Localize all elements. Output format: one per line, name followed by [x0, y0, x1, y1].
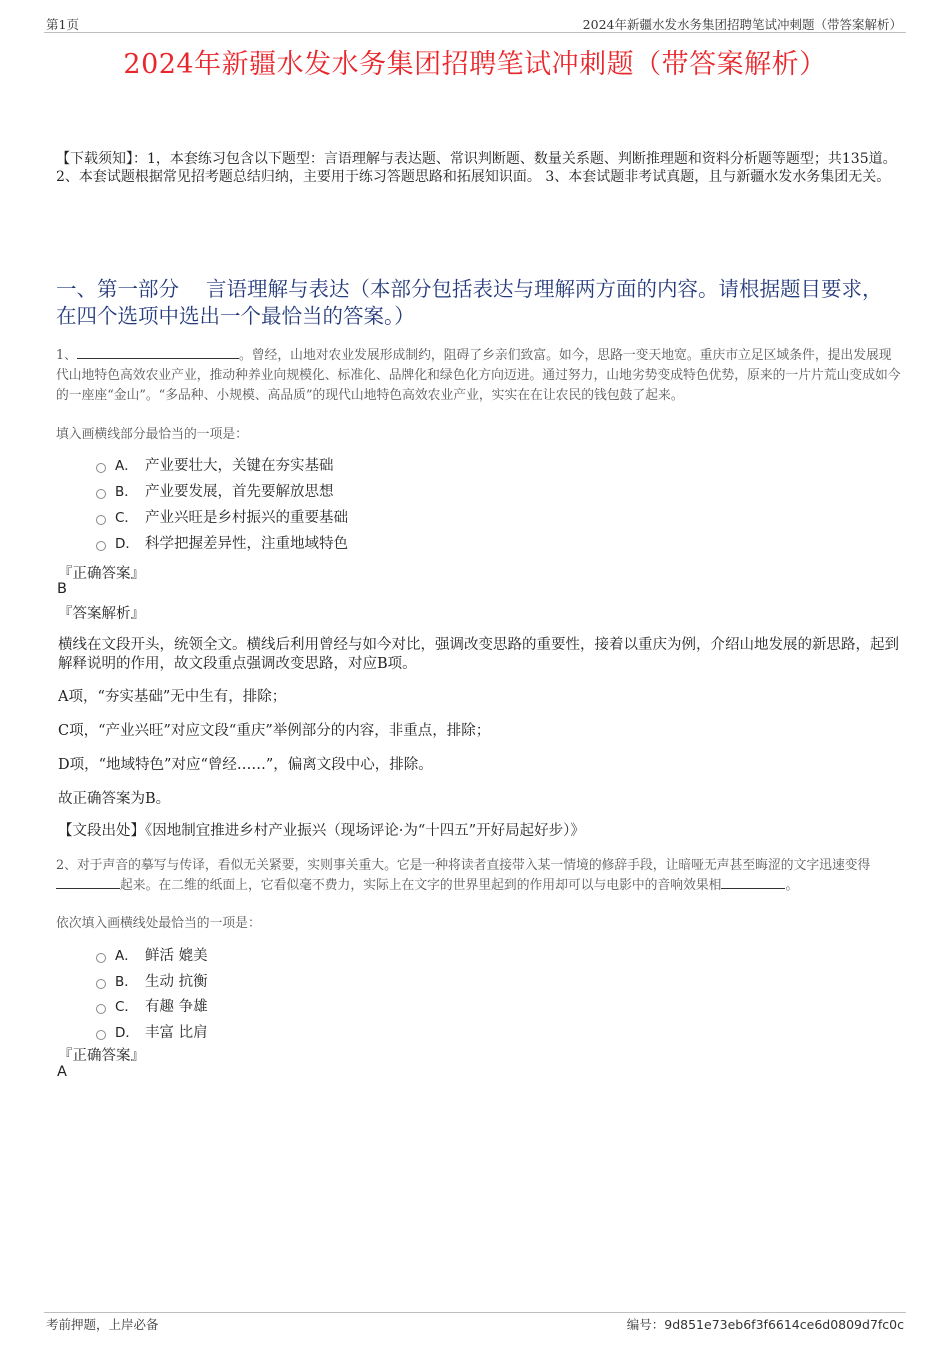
option-text: 产业兴旺是乡村振兴的重要基础 [145, 510, 348, 526]
section-heading: 一、第一部分 言语理解与表达（本部分包括表达与理解两方面的内容。请根据题目要求，在四个选项中选出一个最恰当的答案。） [56, 277, 883, 328]
radio-icon[interactable] [96, 1004, 106, 1014]
option-text: 产业要壮大，关键在夯实基础 [145, 458, 334, 474]
q1-analysis-paragraph: A项，“夯实基础”无中生有，排除； [58, 689, 287, 705]
footer-slogan: 考前押题，上岸必备 [46, 1317, 159, 1332]
q1-analysis-paragraph: C项，“产业兴旺”对应文段“重庆”举例部分的内容，非重点，排除； [58, 723, 491, 739]
download-notice: 【下载须知】：1，本套练习包含以下题型：言语理解与表达题、常识判断题、数量关系题、判断推理题和资料分析题等题型；共135道。 2、本套试题根据常见招考题总结归纳，主要用于练习答题思路和拓展知识面。 3、本套试题非考试真题，且与新疆水发水务集团无关。 [56, 151, 897, 185]
q1-answer: B [57, 581, 67, 597]
fill-blank [721, 876, 785, 889]
q2-option-c[interactable]: C． 有趣 争雄 [96, 997, 208, 1017]
radio-icon[interactable] [96, 979, 106, 989]
footer-code: 编号：9d851e73eb6f3f6614ce6d0809d7fc0c [626, 1317, 904, 1332]
question-2-text: 2、对于声音的摹写与传译，看似无关紧要，实则事关重大。它是一种将读者直接带入某一情境的修辞手段，让暗哑无声甚至晦涩的文字迅速变得起来。在二维的纸面上，它看似毫不费力，实际上在文字的世界里起到的作用却可以与电影中的音响效果相 。 [56, 858, 871, 893]
q2-option-d[interactable]: D． 丰富 比肩 [96, 1023, 208, 1043]
q1-analysis-paragraph: D项，“地域特色”对应“曾经……”，偏离文段中心，排除。 [58, 757, 433, 773]
radio-icon[interactable] [96, 515, 106, 525]
q1-analysis-conclusion: 故正确答案为B。 [58, 791, 171, 807]
document-title: 2024年新疆水发水务集团招聘笔试冲刺题（带答案解析） [123, 49, 827, 80]
question-1-prompt: 填入画横线部分最恰当的一项是： [56, 427, 248, 442]
q1-analysis-label: 『答案解析』 [58, 606, 145, 622]
header-doc-title: 2024年新疆水发水务集团招聘笔试冲刺题（带答案解析） [582, 17, 902, 32]
option-text: 丰富 比肩 [145, 1025, 208, 1041]
option-text: 鲜活 媲美 [145, 948, 208, 964]
question-1-body: 。曾经，山地对农业发展形成制约，阻碍了乡亲们致富。如今，思路一变天地宽。重庆市立足区域条件，提出发展现代山地特色高效农业产业，推动种养业向规模化、标准化、品牌化和绿色化方向迈进。通过努力，山地劣势变成特色优势，原来的一片片荒山变成如今的一座座“金山”。“多品种、小规模、高品质”的现代山地特色高效农业产业，实实在在让农民的钱包鼓了起来。 [56, 348, 901, 403]
page-footer [44, 1312, 906, 1333]
option-text: 生动 抗衡 [145, 974, 208, 990]
q1-source: 【文段出处】《因地制宜推进乡村产业振兴（现场评论·为“十四五”开好局起好步）》 [58, 823, 585, 839]
q1-option-d[interactable]: D． 科学把握差异性，注重地域特色 [96, 534, 348, 554]
radio-icon[interactable] [96, 489, 106, 499]
question-1-number: 1、 [56, 348, 77, 363]
option-text: 有趣 争雄 [145, 999, 208, 1015]
q1-option-c[interactable]: C． 产业兴旺是乡村振兴的重要基础 [96, 508, 348, 528]
q2-answer-label: 『正确答案』 [58, 1048, 145, 1064]
document-id: 9d851e73eb6f3f6614ce6d0809d7fc0c [664, 1317, 904, 1332]
q1-option-a[interactable]: A． 产业要壮大，关键在夯实基础 [96, 456, 334, 476]
question-2-prompt: 依次填入画横线处最恰当的一项是： [56, 916, 261, 931]
radio-icon[interactable] [96, 541, 106, 551]
question-1-text [56, 346, 902, 406]
q1-answer-label: 『正确答案』 [58, 566, 145, 582]
q2-option-a[interactable]: A． 鲜活 媲美 [96, 946, 208, 966]
page-header [44, 14, 906, 33]
option-text: 科学把握差异性，注重地域特色 [145, 536, 348, 552]
radio-icon[interactable] [96, 1030, 106, 1040]
page-number: 第1页 [46, 17, 79, 32]
q2-option-b[interactable]: B． 生动 抗衡 [96, 972, 208, 992]
radio-icon[interactable] [96, 953, 106, 963]
q2-answer: A [57, 1064, 67, 1080]
q1-analysis-paragraph: 横线在文段开头，统领全文。横线后利用曾经与如今对比，强调改变思路的重要性，接着以重庆为例，介绍山地发展的新思路，起到解释说明的作用，故文段重点强调改变思路，对应B项。 [58, 637, 899, 672]
option-text: 产业要发展，首先要解放思想 [145, 484, 334, 500]
fill-blank [77, 346, 239, 359]
radio-icon[interactable] [96, 463, 106, 473]
fill-blank [56, 876, 120, 889]
q1-option-b[interactable]: B． 产业要发展，首先要解放思想 [96, 482, 334, 502]
